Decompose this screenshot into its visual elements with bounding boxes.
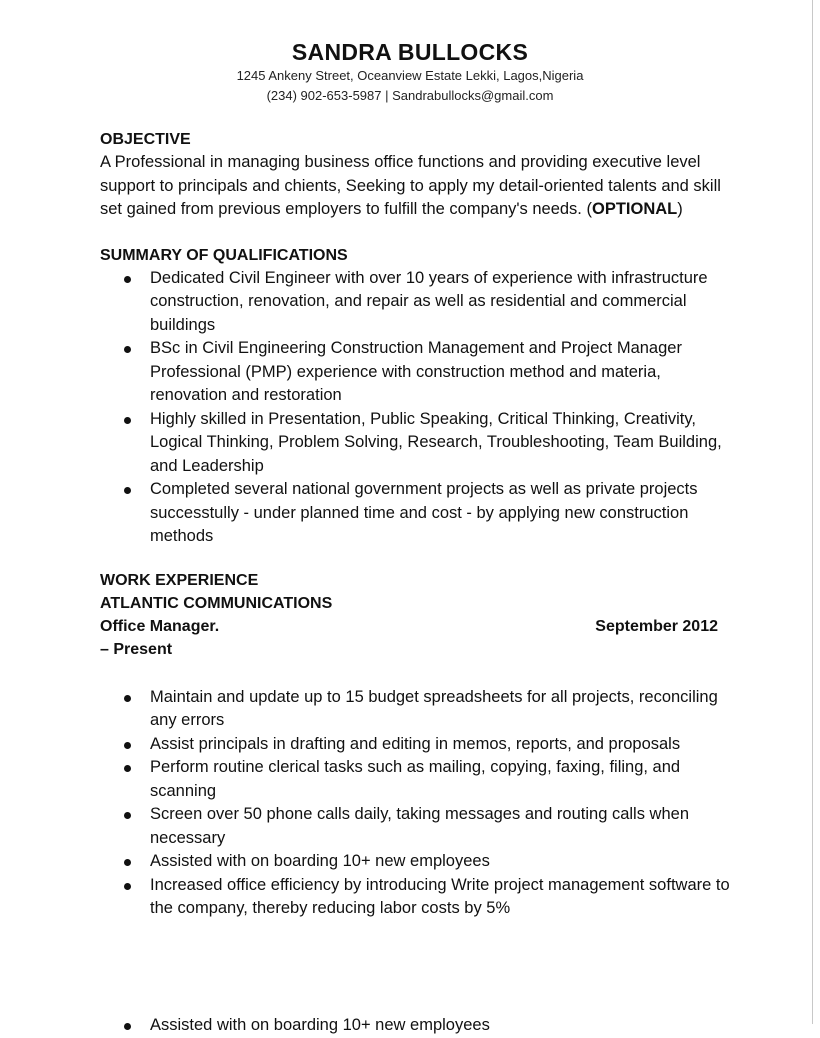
bullet-icon <box>124 346 131 353</box>
job-title-row <box>100 615 718 639</box>
list-item <box>100 803 730 850</box>
company-name: ATLANTIC COMMUNICATIONS <box>100 594 333 612</box>
work-experience-heading: WORK EXPERIENCE <box>100 571 259 589</box>
job-start-date: September 2012 <box>595 617 718 635</box>
summary-item-text: Completed several national government projects as well as private projects successtully - under planned time and cost - by applying new construction methods <box>150 480 698 545</box>
bullet-icon <box>124 487 131 494</box>
list-item <box>100 733 730 757</box>
list-item <box>100 478 730 549</box>
address-line: 1245 Ankeny Street, Oceanview Estate Lekki, Lagos,Nigeria <box>236 68 584 83</box>
job-role: Office Manager. <box>100 617 220 635</box>
bullet-icon <box>124 417 131 424</box>
objective-text: A Professional in managing business office functions and providing executive level support to principals and chients, Seeking to apply my detail-oriented talents and skill set gained from previous employers to fulfill the company's needs. ( <box>100 153 721 218</box>
bullet-icon <box>124 742 131 749</box>
summary-item-text: Dedicated Civil Engineer with over 10 years of experience with infrastructure construction, renovation, and repair as well as residential and commercial buildings <box>150 268 708 334</box>
optional-label: OPTIONAL <box>591 200 678 218</box>
experience-item-text: Assisted with on boarding 10+ new employees <box>150 852 490 870</box>
summary-item-text: BSc in Civil Engineering Construction Management and Project Manager Professional (PMP) experience with construction method and materia, renovation and restoration <box>150 339 682 404</box>
objective-close: ) <box>677 200 683 218</box>
bullet-icon <box>124 765 131 772</box>
list-item <box>100 267 730 338</box>
experience-item-text: Screen over 50 phone calls daily, taking messages and routing calls when necessary <box>150 805 690 847</box>
experience-item-text: Perform routine clerical tasks such as mailing, copying, faxing, filing, and scanning <box>150 758 681 800</box>
summary-item-text: Highly skilled in Presentation, Public Speaking, Critical Thinking, Creativity, Logical Thinking, Problem Solving, Research, Troubleshooting, Team Building, and Leadership <box>150 409 722 475</box>
experience-item-text: Increased office efficiency by introducing Write project management software to the company, thereby reducing labor costs by 5% <box>150 875 730 917</box>
bullet-icon <box>124 1023 131 1030</box>
resume-body <box>100 128 740 921</box>
bullet-icon <box>124 812 131 819</box>
experience-item-text: Maintain and update up to 15 budget spreadsheets for all projects, reconciling any errors <box>150 687 718 729</box>
list-item <box>100 850 730 874</box>
bullet-icon <box>124 276 131 283</box>
bullet-icon <box>124 883 131 890</box>
candidate-name: SANDRA BULLOCKS <box>291 39 529 65</box>
experience-item-text: Assist principals in drafting and editing in memos, reports, and proposals <box>150 734 681 753</box>
list-item <box>100 337 730 408</box>
list-item <box>100 686 730 733</box>
resume-header <box>0 38 820 106</box>
objective-paragraph <box>100 151 725 222</box>
list-item <box>100 874 730 921</box>
summary-heading: SUMMARY OF QUALIFICATIONS <box>100 246 348 264</box>
list-item <box>100 408 730 479</box>
cutoff-list-item <box>100 1014 700 1038</box>
job-end-date: – Present <box>100 641 173 658</box>
list-item <box>100 756 730 803</box>
experience-list <box>100 686 740 921</box>
bullet-icon <box>124 695 131 702</box>
summary-list <box>100 267 740 549</box>
cutoff-item-text: Assisted with on boarding 10+ new employees <box>150 1016 490 1034</box>
objective-heading: OBJECTIVE <box>100 131 191 148</box>
contact-line: (234) 902-653-5987 | Sandrabullocks@gmail.com <box>266 88 554 103</box>
page-edge-divider <box>812 0 813 1024</box>
bullet-icon <box>124 859 131 866</box>
